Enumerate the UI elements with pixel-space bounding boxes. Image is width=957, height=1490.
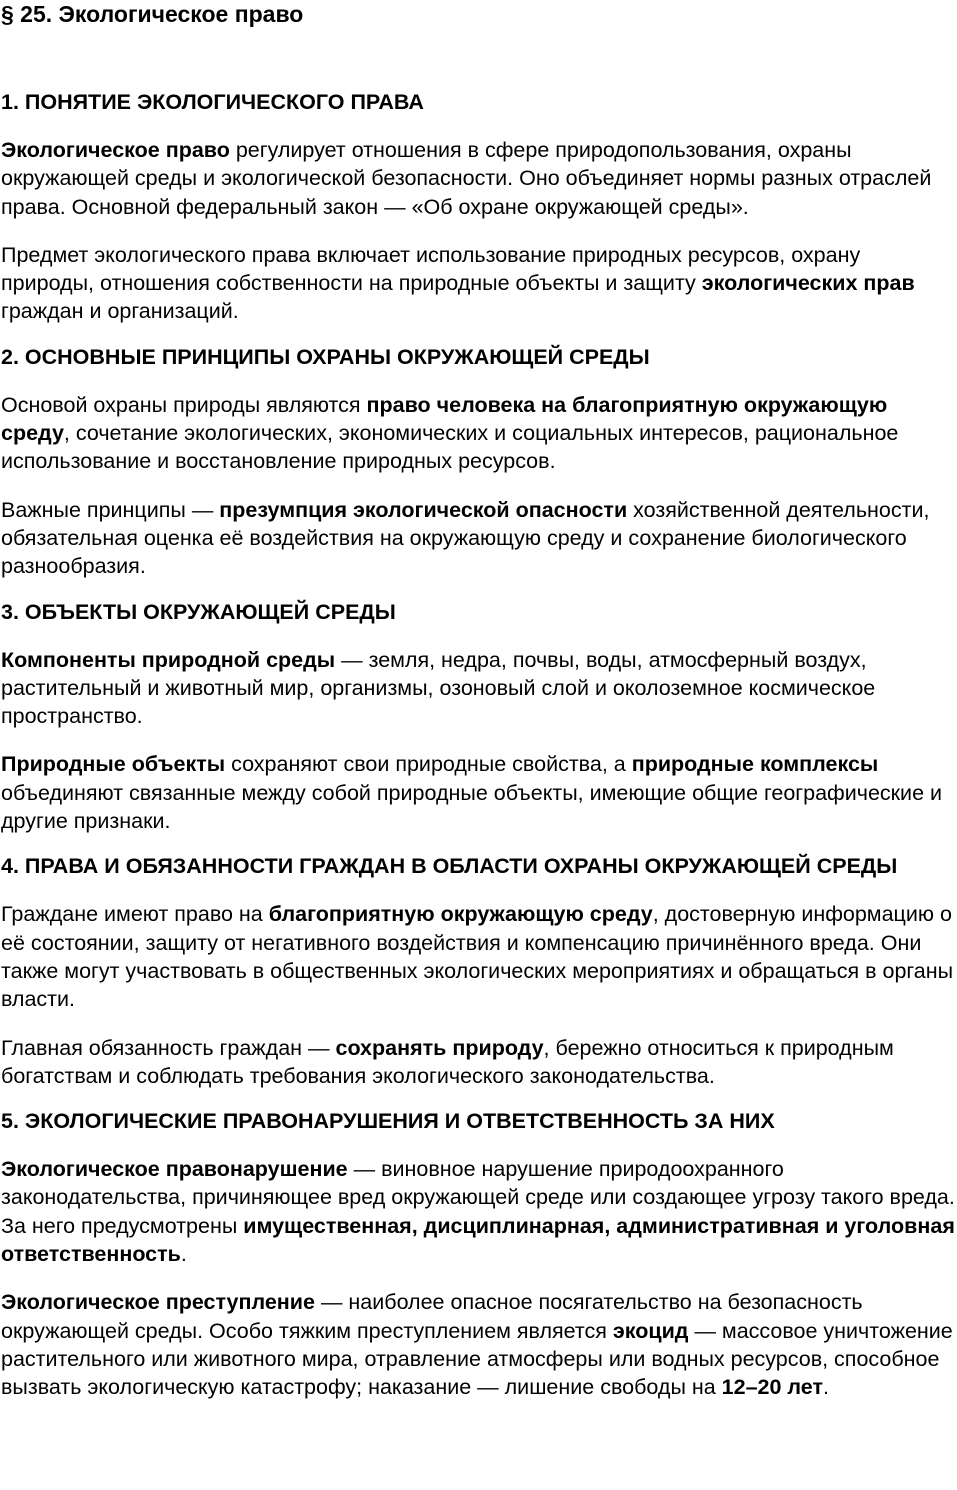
paragraph xyxy=(1,1155,956,1268)
text-run: сохраняют свои природные свойства, а xyxy=(225,752,632,777)
paragraph xyxy=(1,1288,956,1401)
bold-term: Компоненты природной среды xyxy=(1,647,336,672)
text-run: . xyxy=(823,1375,829,1400)
sections-container xyxy=(1,88,956,1402)
bold-term: Экологическое преступление xyxy=(1,1290,315,1315)
text-run: — земля, недра, почвы, воды, атмосферный воздух, растительный и животный мир, организмы, озоновый слой и околоземное космическое пространство. xyxy=(1,647,876,729)
paragraph xyxy=(1,646,956,731)
text-run: хозяйственной деятельности, обязательная оценка её воздействия на окружающую среду и сохранение биологического разнообразия. xyxy=(1,497,930,579)
section-heading: 2. ОСНОВНЫЕ ПРИНЦИПЫ ОХРАНЫ ОКРУЖАЮЩЕЙ СРЕДЫ xyxy=(1,344,650,369)
text-run: объединяют связанные между собой природные объекты, имеющие общие географические и другие признаки. xyxy=(1,780,943,834)
bold-term: имущественная, дисциплинарная, административная и уголовная ответственность xyxy=(1,1213,955,1267)
paragraph xyxy=(1,900,956,1013)
bold-term: 12–20 лет xyxy=(721,1375,824,1400)
bold-term: Природные объекты xyxy=(1,752,226,777)
text-run: регулирует отношения в сфере природопользования, охраны окружающей среды и экологической безопасности. Оно объединяет нормы разных отраслей права. Основной федеральный закон — «Об охране окружающей среды». xyxy=(1,138,932,219)
text-run: Главная обязанность граждан — xyxy=(1,1035,336,1060)
paragraph xyxy=(1,391,956,476)
text-run: , бережно относиться к природным богатствам и соблюдать требования экологического законодательства. xyxy=(1,1035,894,1088)
bold-term: Экологическое правонарушение xyxy=(1,1157,348,1182)
bold-term: презумпция экологической опасности xyxy=(219,497,628,522)
section-heading: 5. ЭКОЛОГИЧЕСКИЕ ПРАВОНАРУШЕНИЯ И ОТВЕТСТВЕННОСТЬ ЗА НИХ xyxy=(1,1109,775,1134)
text-run: — наиболее опасное посягательство на безопасность окружающей среды. Особо тяжким преступлением является xyxy=(1,1290,863,1343)
paragraph xyxy=(1,241,956,326)
bold-term: благоприятную окружающую среду xyxy=(268,902,653,927)
bold-term: экоцид xyxy=(612,1318,689,1343)
bold-term: Экологическое право xyxy=(1,138,230,162)
section-heading: 1. ПОНЯТИЕ ЭКОЛОГИЧЕСКОГО ПРАВА xyxy=(1,90,424,114)
text-run: Важные принципы — xyxy=(1,497,220,522)
bold-term: экологических прав xyxy=(701,271,915,296)
bold-term: право человека на благоприятную окружающую среду xyxy=(1,392,888,446)
text-run: . xyxy=(180,1242,187,1267)
paragraph xyxy=(1,750,956,835)
bold-term: сохранять природу xyxy=(335,1035,544,1060)
text-run: , достоверную информацию о её состоянии, защиту от негативного воздействия и компенсацию причинённого вреда. Они также могут участвовать в общественных экологических мероприятиях и обращаться в органы власти. xyxy=(1,902,954,1012)
document-title: § 25. Экологическое право xyxy=(1,1,304,27)
paragraph xyxy=(1,136,956,221)
bold-term: природные комплексы xyxy=(631,752,879,777)
text-run: граждан и организаций. xyxy=(1,299,239,324)
paragraph xyxy=(1,496,956,581)
text-run: Основой охраны природы являются xyxy=(1,392,367,417)
text-run: Граждане имеют право на xyxy=(1,902,269,927)
paragraph xyxy=(1,1034,956,1091)
text-run: , сочетание экологических, экономических и социальных интересов, рациональное использование и восстановление природных ресурсов. xyxy=(1,421,899,474)
text-run: — виновное нарушение природоохранного законодательства, причиняющее вред окружающей среде или создающее угрозу такого вреда. За него предусмотрены xyxy=(1,1157,955,1238)
section-heading: 3. ОБЪЕКТЫ ОКРУЖАЮЩЕЙ СРЕДЫ xyxy=(1,599,396,624)
section-heading: 4. ПРАВА И ОБЯЗАННОСТИ ГРАЖДАН В ОБЛАСТИ ОХРАНЫ ОКРУЖАЮЩЕЙ СРЕДЫ xyxy=(1,854,898,879)
text-run: — массовое уничтожение растительного или животного мира, отравление атмосферы или водных ресурсов, способное вызвать экологическую катастрофу; наказание — лишение свободы на xyxy=(1,1318,953,1400)
text-run: Предмет экологического права включает использование природных ресурсов, охрану природы, отношения собственности на природные объекты и защиту xyxy=(1,242,861,296)
